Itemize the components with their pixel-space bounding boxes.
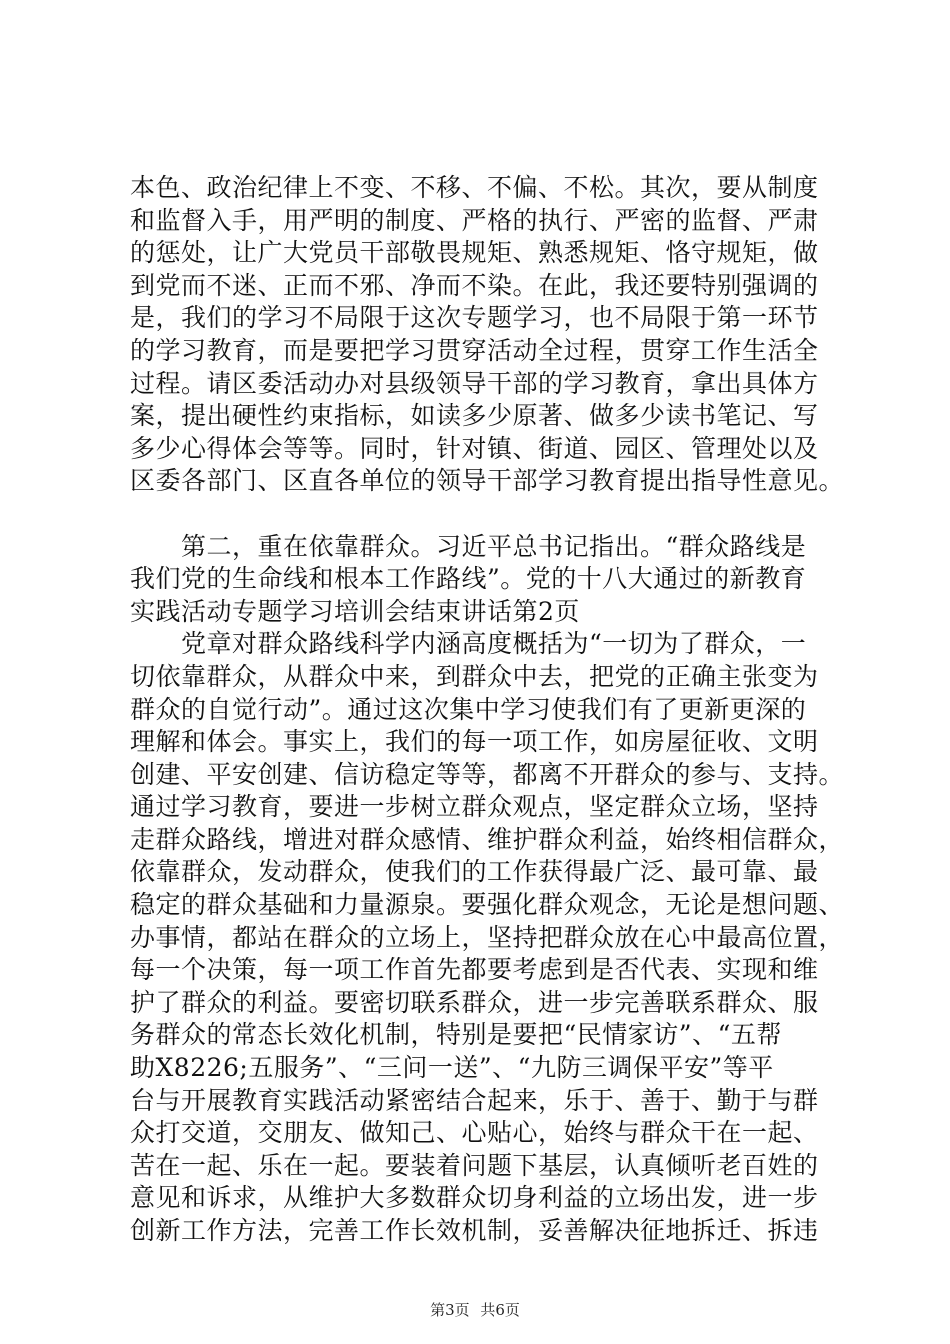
page-footer	[0, 1301, 950, 1319]
text-line: 案，提出硬性约束指标，如读多少原著、做多少读书笔记、写	[130, 401, 819, 431]
text-line: 通过学习教育，要进一步树立群众观点，坚定群众立场，坚持	[130, 792, 819, 822]
body-text	[130, 172, 845, 1248]
text-line: 党章对群众路线科学内涵高度概括为“一切为了群众，一	[130, 629, 807, 659]
text-line: 每一个决策，每一项工作首先都要考虑到是否代表、实现和维	[130, 955, 819, 985]
text-line: 台与开展教育实践活动紧密结合起来，乐于、善于、勤于与群	[130, 1085, 819, 1115]
text-line: 和监督入手，用严明的制度、严格的执行、严密的监督、严肃	[130, 205, 819, 235]
text-line: 本色、政治纪律上不变、不移、不偏、不松。其次，要从制度	[130, 173, 819, 202]
paragraph-spacer	[130, 498, 830, 531]
text-line: 我们党的生命线和根本工作路线”。党的十八大通过的新教育	[130, 564, 807, 594]
page-number: 第3页	[430, 1301, 470, 1319]
text-line: 办事情，都站在群众的立场上，坚持把群众放在心中最高位置，	[130, 922, 845, 952]
text-line: 实践活动专题学习培训会结束讲话第2页	[130, 596, 580, 626]
text-line: 众打交道，交朋友、做知己、心贴心，始终与群众干在一起、	[130, 1118, 819, 1148]
text-line: 到党而不迷、正而不邪、净而不染。在此，我还要特别强调的	[130, 270, 819, 300]
text-line: 稳定的群众基础和力量源泉。要强化群众观念，无论是想问题、	[130, 890, 845, 920]
text-line: 护了群众的利益。要密切联系群众，进一步完善联系群众、服	[130, 987, 819, 1017]
text-line: 苦在一起、乐在一起。要装着问题下基层，认真倾听老百姓的	[130, 1150, 819, 1180]
text-line: 助X8226;五服务”、“三问一送”、“九防三调保平安”等平	[130, 1053, 774, 1083]
text-line: 过程。请区委活动办对县级领导干部的学习教育，拿出具体方	[130, 368, 819, 398]
text-line: 务群众的常态长效化机制，特别是要把“民情家访”、“五帮	[130, 1020, 782, 1050]
text-line: 创建、平安创建、信访稳定等等，都离不开群众的参与、支持。	[130, 759, 845, 789]
text-line: 切依靠群众，从群众中来，到群众中去，把党的正确主张变为	[130, 661, 819, 691]
text-line: 第二，重在依靠群众。习近平总书记指出。“群众路线是	[130, 531, 807, 561]
text-line: 多少心得体会等等。同时，针对镇、街道、园区、管理处以及	[130, 433, 819, 463]
text-line: 区委各部门、区直各单位的领导干部学习教育提出指导性意见。	[130, 466, 845, 496]
text-line: 理解和体会。事实上，我们的每一项工作，如房屋征收、文明	[130, 727, 819, 757]
text-line: 的惩处，让广大党员干部敬畏规矩、熟悉规矩、恪守规矩，做	[130, 238, 819, 268]
text-line: 走群众路线，增进对群众感情、维护群众利益，始终相信群众，	[130, 824, 845, 854]
text-line: 依靠群众，发动群众，使我们的工作获得最广泛、最可靠、最	[130, 857, 819, 887]
text-line: 创新工作方法，完善工作长效机制，妥善解决征地拆迁、拆违	[130, 1216, 819, 1245]
text-line: 是，我们的学习不局限于这次专题学习，也不局限于第一环节	[130, 303, 819, 333]
page-total: 共6页	[480, 1301, 520, 1319]
text-line: 群众的自觉行动”。通过这次集中学习使我们有了更新更深的	[130, 694, 807, 724]
text-line: 的学习教育，而是要把学习贯穿活动全过程，贯穿工作生活全	[130, 335, 819, 365]
text-line: 意见和诉求，从维护大多数群众切身利益的立场出发，进一步	[130, 1183, 819, 1213]
